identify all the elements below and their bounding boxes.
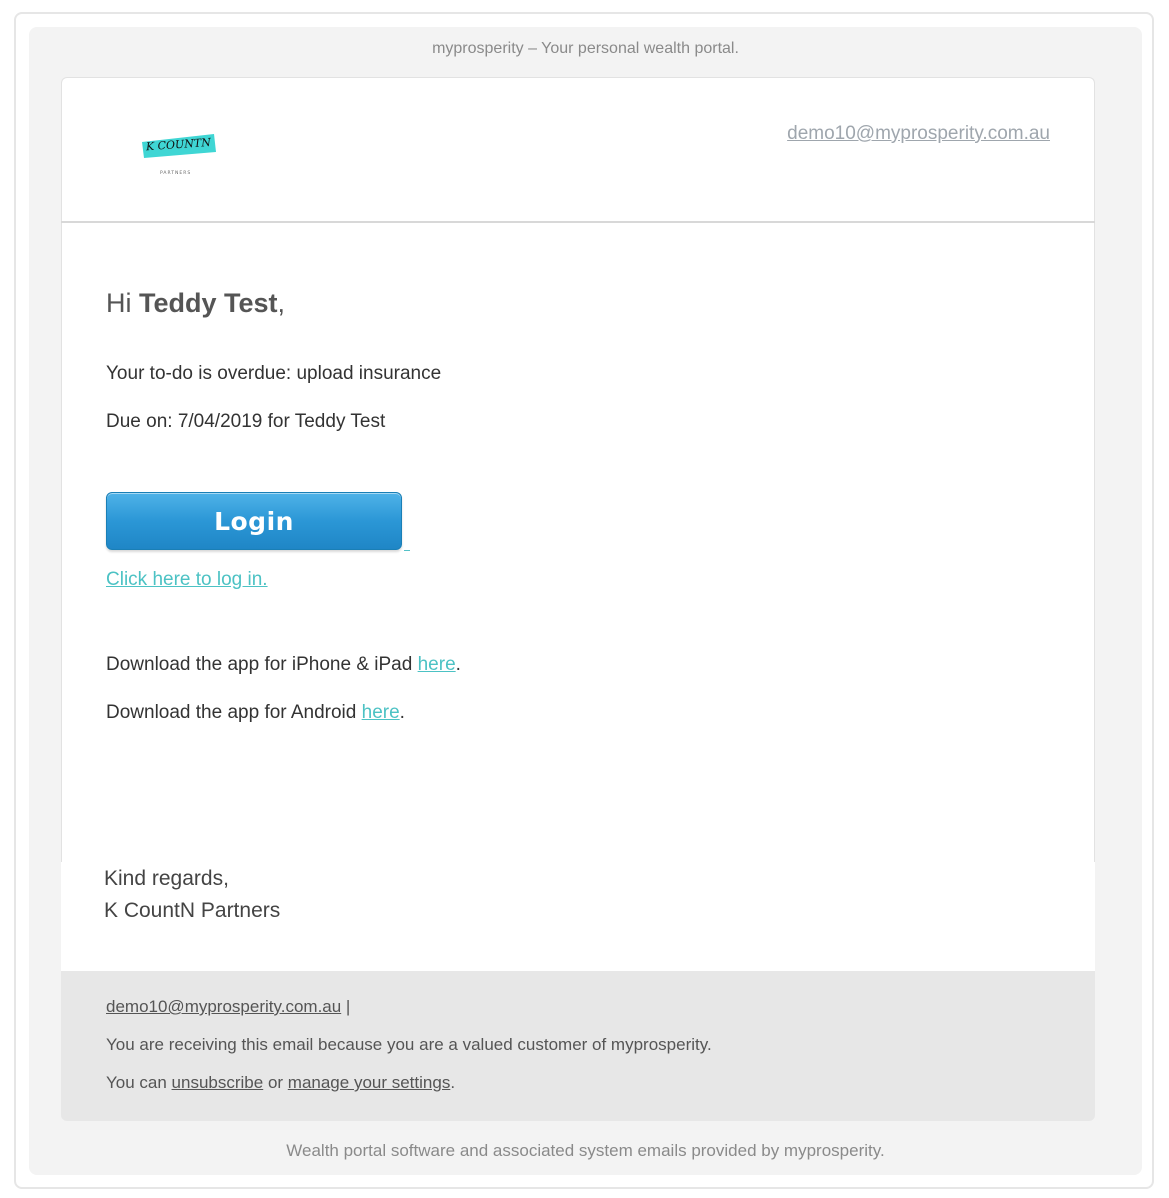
recipient-name: Teddy Test — [139, 288, 278, 318]
click-to-login-link[interactable]: Click here to log in. — [106, 569, 268, 590]
logo-wordmark: K COUNTN — [145, 135, 212, 154]
android-download-line — [106, 702, 405, 724]
footer-reason-text: You are receiving this email because you are a valued customer of myprosperity. — [106, 1035, 712, 1054]
manage-settings-link[interactable]: manage your settings — [287, 1073, 451, 1092]
footer-email-link[interactable]: demo10@myprosperity.com.au — [106, 997, 342, 1016]
ios-download-line — [106, 654, 461, 676]
ios-download-suffix: . — [455, 654, 461, 675]
signoff-line-company: K CountN Partners — [104, 899, 281, 922]
android-download-link[interactable]: here — [361, 702, 400, 723]
android-download-text: Download the app for Android — [106, 702, 362, 723]
provider-note: Wealth portal software and associated system emails provided by myprosperity. — [286, 1141, 885, 1160]
ios-download-text: Download the app for iPhone & iPad — [106, 654, 418, 675]
footer-settings-mid: or — [263, 1073, 288, 1092]
login-button[interactable]: Login — [106, 492, 402, 550]
header-divider — [61, 221, 1095, 223]
due-date-line: Due on: 7/04/2019 for Teddy Test — [106, 411, 386, 432]
ios-download-link[interactable]: here — [417, 654, 456, 675]
header-email-link[interactable]: demo10@myprosperity.com.au — [787, 123, 1050, 144]
greeting-suffix: , — [277, 288, 286, 318]
company-logo — [140, 126, 220, 178]
signoff-line-regards: Kind regards, — [104, 867, 229, 890]
footer-settings-prefix: You can — [106, 1073, 172, 1092]
todo-line: Your to-do is overdue: upload insurance — [106, 363, 442, 384]
footer-settings-suffix: . — [450, 1073, 456, 1092]
footer-settings-line — [106, 1073, 455, 1093]
greeting-prefix: Hi — [106, 288, 139, 318]
greeting — [106, 288, 285, 319]
preheader-text: myprosperity – Your personal wealth portal. — [432, 40, 739, 57]
unsubscribe-link[interactable]: unsubscribe — [171, 1073, 264, 1092]
footer-email-line — [106, 997, 350, 1017]
footer-separator: | — [341, 997, 351, 1016]
logo-subtext: PARTNERS — [160, 171, 192, 176]
logo-graphic — [140, 126, 220, 178]
login-button-link-underline — [404, 550, 410, 551]
android-download-suffix: . — [399, 702, 405, 723]
